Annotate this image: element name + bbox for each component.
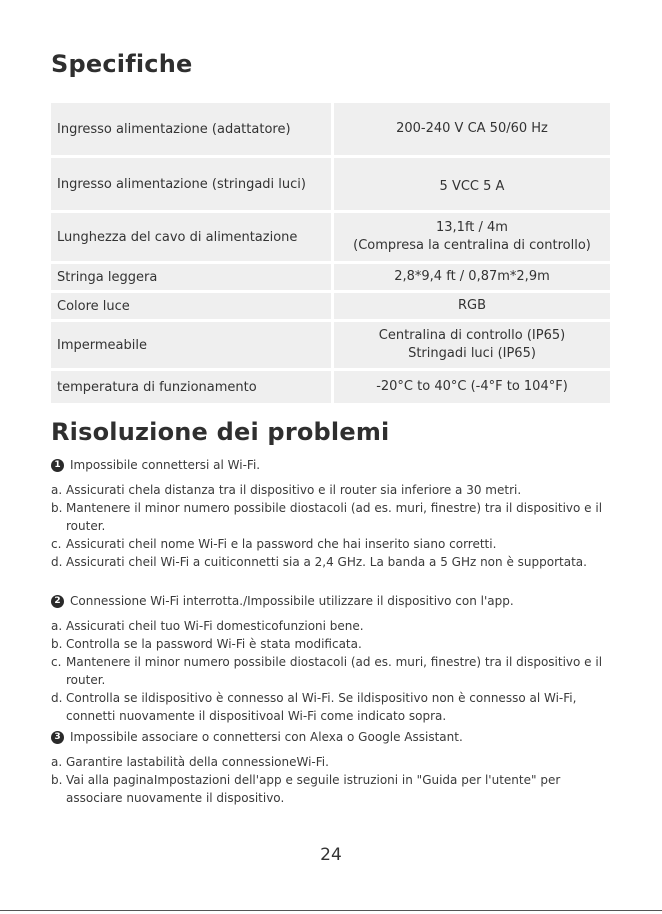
divider — [0, 910, 662, 911]
item-text: Assicurati cheil tuo Wi-Fi domesticofunzioni bene. — [66, 619, 364, 633]
item-letter: c. — [51, 537, 62, 551]
problem-heading — [51, 593, 616, 609]
problem-section — [51, 593, 616, 725]
spec-label: Impermeabile — [51, 322, 334, 368]
item-text: Vai alla paginaImpostazioni dell'app e seguile istruzioni in "Guida per l'utente" per associare nuovamente il dispositivo. — [66, 773, 561, 805]
list-item — [51, 653, 616, 689]
list-item — [51, 553, 616, 571]
spec-value: 5 VCC 5 A — [334, 158, 610, 210]
problem-title: Impossibile associare o connettersi con Alexa o Google Assistant. — [70, 730, 463, 744]
list-item — [51, 753, 616, 771]
list-item — [51, 481, 616, 499]
spec-row — [51, 213, 610, 261]
problem-title: Connessione Wi-Fi interrotta./Impossibile utilizzare il dispositivo con l'app. — [70, 594, 514, 608]
spec-value — [334, 213, 610, 261]
item-letter: b. — [51, 637, 63, 651]
item-letter: c. — [51, 655, 62, 669]
problem-section — [51, 729, 616, 807]
number-badge-icon: 2 — [51, 595, 64, 608]
number-badge-icon: 3 — [51, 731, 64, 744]
item-text: Garantire lastabilità della connessioneWi-Fi. — [66, 755, 329, 769]
problem-heading — [51, 457, 616, 473]
item-text: Mantenere il minor numero possibile diostacoli (ad es. muri, finestre) tra il dispositivo e il router. — [66, 501, 603, 533]
item-text: Controlla se ildispositivo è connesso al Wi-Fi. Se ildispositivo non è connesso al Wi-Fi, connetti nuovamente il dispositivoal Wi-Fi come indicato sopra. — [66, 691, 577, 723]
problem-heading — [51, 729, 616, 745]
spec-table — [51, 100, 610, 406]
list-item — [51, 771, 616, 807]
spec-value-line: 13,1ft / 4m — [436, 220, 508, 235]
solution-list — [51, 617, 616, 725]
spec-title: Specifiche — [51, 50, 193, 78]
spec-row — [51, 103, 610, 155]
spec-label: Stringa leggera — [51, 264, 334, 290]
item-letter: d. — [51, 691, 63, 705]
list-item — [51, 499, 616, 535]
item-letter: b. — [51, 773, 63, 787]
item-letter: d. — [51, 555, 63, 569]
spec-row — [51, 293, 610, 319]
item-text: Controlla se la password Wi-Fi è stata modificata. — [66, 637, 362, 651]
page-number: 24 — [320, 845, 342, 865]
number-badge-icon: 1 — [51, 459, 64, 472]
spec-row — [51, 322, 610, 368]
problem-section — [51, 457, 616, 571]
spec-row — [51, 371, 610, 403]
list-item — [51, 617, 616, 635]
list-item — [51, 689, 616, 725]
spec-label: Ingresso alimentazione (adattatore) — [51, 103, 334, 155]
solution-list — [51, 753, 616, 807]
problem-title: Impossibile connettersi al Wi-Fi. — [70, 458, 261, 472]
spec-label: temperatura di funzionamento — [51, 371, 334, 403]
item-letter: a. — [51, 619, 63, 633]
spec-value: 200-240 V CA 50/60 Hz — [334, 103, 610, 155]
spec-value: 2,8*9,4 ft / 0,87m*2,9m — [334, 264, 610, 290]
list-item — [51, 535, 616, 553]
spec-row — [51, 264, 610, 290]
item-text: Assicurati cheil Wi-Fi a cuiticonnetti sia a 2,4 GHz. La banda a 5 GHz non è supportata. — [66, 555, 587, 569]
item-text: Assicurati chela distanza tra il dispositivo e il router sia inferiore a 30 metri. — [66, 483, 522, 497]
spec-value-line: (Compresa la centralina di controllo) — [353, 238, 591, 253]
item-letter: b. — [51, 501, 63, 515]
spec-label: Colore luce — [51, 293, 334, 319]
item-text: Mantenere il minor numero possibile diostacoli (ad es. muri, finestre) tra il dispositivo e il router. — [66, 655, 603, 687]
spec-value-line: Centralina di controllo (IP65) — [378, 328, 566, 343]
solution-list — [51, 481, 616, 571]
spec-label: Ingresso alimentazione (stringadi luci) — [51, 158, 334, 210]
item-letter: a. — [51, 483, 63, 497]
item-text: Assicurati cheil nome Wi-Fi e la password che hai inserito siano corretti. — [66, 537, 497, 551]
list-item — [51, 635, 616, 653]
spec-value-line: Stringadi luci (IP65) — [408, 346, 536, 361]
spec-value — [334, 322, 610, 368]
spec-value: RGB — [334, 293, 610, 319]
item-letter: a. — [51, 755, 63, 769]
spec-value: -20°C to 40°C (-4°F to 104°F) — [334, 371, 610, 403]
troubleshooting-title: Risoluzione dei problemi — [51, 418, 390, 446]
spec-row — [51, 158, 610, 210]
spec-label: Lunghezza del cavo di alimentazione — [51, 213, 334, 261]
